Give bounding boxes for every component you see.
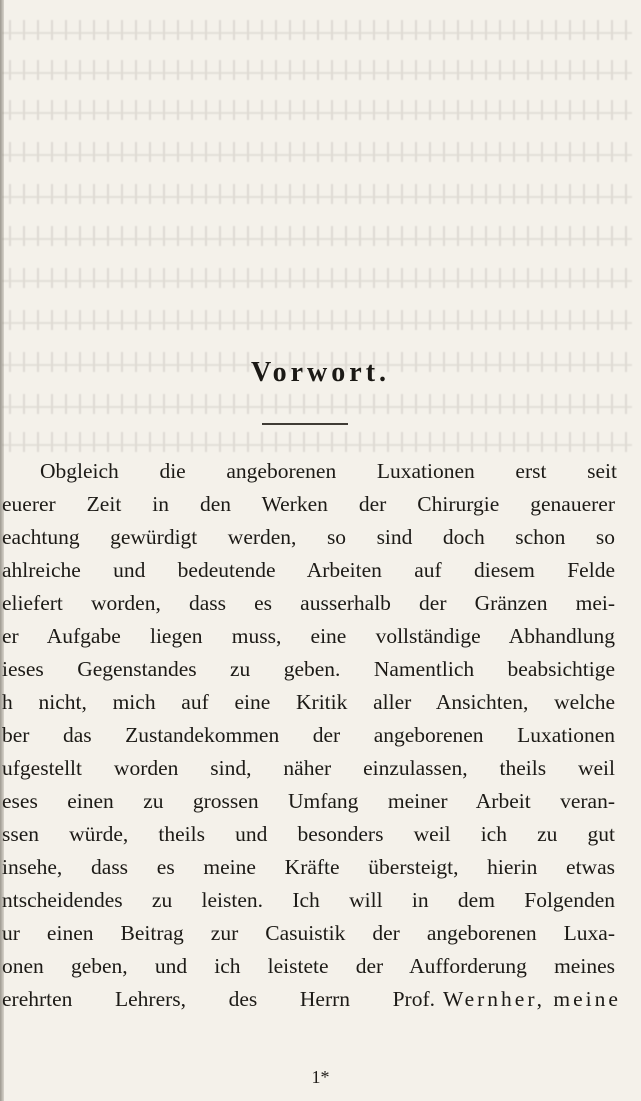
title-divider: [262, 423, 348, 425]
text-line-12: ssen würde, theils und besonders weil ich zu gut: [2, 822, 615, 846]
text-line-15: ur einen Beitrag zur Casuistik der angeborenen Luxa-: [2, 921, 615, 945]
printer-signature-mark: 1*: [311, 1067, 330, 1087]
text-line-17: erehrten Lehrers, des Herrn Prof. Wernher, meine: [0, 984, 641, 1015]
text-line-5: eliefert worden, dass es ausserhalb der Gränzen mei-: [2, 591, 615, 615]
text-line-16: onen geben, und ich leistete der Aufforderung meines: [2, 954, 615, 978]
text-line-14: ntscheidendes zu leisten. Ich will in dem Folgenden: [2, 888, 615, 912]
page-title: Vorwort.: [250, 357, 391, 388]
text-line-6: er Aufgabe liegen muss, eine vollständige Abhandlung: [2, 624, 615, 648]
show-through-text: [0, 20, 641, 460]
text-line-10: ufgestellt worden sind, näher einzulassen, theils weil: [2, 756, 615, 780]
text-line-17-tail: Wernher, meine: [443, 987, 621, 1011]
body-text: [0, 452, 641, 1072]
text-line-9: ber das Zustandekommen der angeborenen Luxationen: [2, 723, 615, 747]
text-line-3: eachtung gewürdigt werden, so sind doch schon so: [2, 525, 615, 549]
text-line-1: Obgleich die angeborenen Luxationen erst seit: [40, 459, 617, 483]
text-line-11: eses einen zu grossen Umfang meiner Arbeit veran-: [2, 789, 615, 813]
text-line-4: ahlreiche und bedeutende Arbeiten auf diesem Felde: [2, 558, 615, 582]
text-line-2: euerer Zeit in den Werken der Chirurgie genauerer: [2, 492, 615, 516]
text-line-8: h nicht, mich auf eine Kritik aller Ansichten, welche: [2, 690, 615, 714]
text-line-13: insehe, dass es meine Kräfte übersteigt, hierin etwas: [2, 855, 615, 879]
text-line-7: ieses Gegenstandes zu geben. Namentlich beabsichtige: [2, 657, 615, 681]
